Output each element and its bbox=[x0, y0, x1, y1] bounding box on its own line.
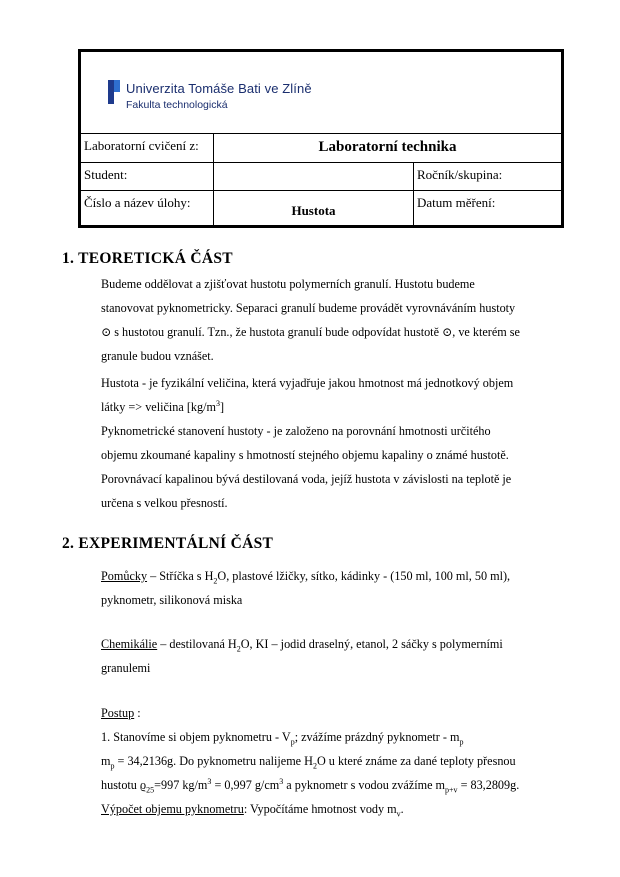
student-label: Student: bbox=[81, 163, 214, 190]
section1-paragraph1 bbox=[101, 272, 571, 368]
text-line: granule budou vznášet. bbox=[101, 349, 214, 363]
student-value[interactable] bbox=[214, 163, 414, 190]
text-fragment: látky => veličina [kg/m bbox=[101, 400, 216, 414]
text-fragment: – destilovaná H bbox=[157, 637, 237, 651]
section1-paragraph2 bbox=[101, 371, 571, 515]
section1-heading: 1. TEORETICKÁ ČÁST bbox=[62, 250, 233, 267]
text-fragment: = 34,2136g. Do pyknometru nalijeme H bbox=[114, 754, 313, 768]
text-fragment: O, plastové lžičky, sítko, kádinky - (150 ml, 100 ml, 50 ml), bbox=[217, 569, 511, 583]
text-line: Hustota - je fyzikální veličina, která vyjadřuje jakou hmotnost má jednotkový objem bbox=[101, 376, 514, 390]
date-label: Datum měření: bbox=[417, 195, 496, 210]
subscript: p bbox=[459, 737, 464, 747]
chemikalie-paragraph bbox=[101, 632, 571, 680]
text-fragment: . bbox=[400, 802, 404, 816]
header-row-student bbox=[81, 163, 561, 191]
text-line: stanovovat pyknometricky. Separaci granulí budeme provádět vyrovnáváním hustoty bbox=[101, 301, 516, 315]
chemikalie-label: Chemikálie bbox=[101, 637, 158, 651]
text-fragment: hustotu ϱ bbox=[101, 778, 147, 792]
logo-university-name: Univerzita Tomáše Bati ve Zlíně bbox=[126, 81, 312, 96]
text-line bbox=[101, 773, 571, 797]
subscript: v bbox=[396, 809, 401, 819]
text-line: pyknometr, silikonová miska bbox=[101, 593, 243, 607]
text-fragment: a pyknometr s vodou zvážíme m bbox=[283, 778, 446, 792]
university-logo-icon bbox=[108, 80, 120, 104]
task-label: Číslo a název úlohy: bbox=[81, 191, 214, 225]
header-table bbox=[78, 49, 564, 228]
logo-area bbox=[81, 52, 561, 134]
text-fragment: m bbox=[101, 754, 111, 768]
text-line: Budeme oddělovat a zjišťovat hustotu polymerních granulí. Hustotu budeme bbox=[101, 277, 475, 291]
rocnik-label: Ročník/skupina: bbox=[417, 167, 503, 182]
text-fragment: : bbox=[134, 706, 141, 720]
text-fragment: ] bbox=[219, 400, 225, 414]
subscript: p bbox=[290, 737, 295, 747]
subscript: p+v bbox=[445, 785, 458, 795]
text-line bbox=[101, 725, 571, 749]
text-line: Porovnávací kapalinou bývá destilovaná voda, jejíž hustota v závislosti na teplotě je bbox=[101, 472, 512, 486]
text-fragment: O u které známe za dané teploty přesnou bbox=[316, 754, 516, 768]
text-line bbox=[101, 564, 571, 588]
text-line: granulemi bbox=[101, 661, 151, 675]
text-fragment: – Stříčka s H bbox=[147, 569, 214, 583]
subscript: 2 bbox=[213, 576, 218, 586]
text-line: ⊙ s hustotou granulí. Tzn., že hustota granulí bude odpovídat hustotě ⊙, ve kterém se bbox=[101, 325, 520, 339]
text-fragment: =997 kg/m bbox=[154, 778, 208, 792]
superscript: 3 bbox=[215, 398, 220, 408]
logo-faculty-name: Fakulta technologická bbox=[126, 99, 228, 111]
subscript: 2 bbox=[236, 644, 241, 654]
text-line: objemu zkoumané kapaliny s hmotností stejného objemu kapaliny o známé hustotě. bbox=[101, 448, 509, 462]
text-fragment: : Vypočítáme hmotnost vody m bbox=[243, 802, 397, 816]
text-line bbox=[101, 701, 571, 725]
text-fragment: = 83,2809g. bbox=[457, 778, 520, 792]
text-fragment: = 0,997 g/cm bbox=[211, 778, 280, 792]
pomucky-paragraph bbox=[101, 564, 571, 612]
subscript: 2 bbox=[312, 761, 317, 771]
subscript: p bbox=[110, 761, 115, 771]
lab-label: Laboratorní cvičení z: bbox=[81, 134, 214, 162]
subscript: 25 bbox=[146, 785, 155, 795]
vypocet-label: Výpočet objemu pyknometru bbox=[101, 802, 244, 816]
text-line bbox=[101, 797, 571, 821]
text-fragment: O, KI – jodid draselný, etanol, 2 sáčky s polymerními bbox=[240, 637, 503, 651]
text-line bbox=[101, 632, 571, 656]
text-line: Pyknometrické stanovení hustoty - je založeno na porovnání hmotnosti určitého bbox=[101, 424, 491, 438]
header-row-task bbox=[81, 191, 561, 225]
postup-label: Postup bbox=[101, 706, 135, 720]
header-row-lab bbox=[81, 134, 561, 163]
text-line: určena s velkou přesností. bbox=[101, 496, 228, 510]
pomucky-label: Pomůcky bbox=[101, 569, 148, 583]
task-value: Hustota bbox=[214, 191, 414, 225]
postup-paragraph bbox=[101, 701, 571, 821]
text-fragment: ; zvážíme prázdný pyknometr - m bbox=[294, 730, 460, 744]
lab-value: Laboratorní technika bbox=[318, 139, 457, 155]
superscript: 3 bbox=[207, 776, 212, 786]
section2-heading: 2. EXPERIMENTÁLNÍ ČÁST bbox=[62, 535, 274, 552]
text-line bbox=[101, 749, 571, 773]
text-line bbox=[101, 395, 571, 419]
text-fragment: 1. Stanovíme si objem pyknometru - V bbox=[101, 730, 291, 744]
superscript: 3 bbox=[279, 776, 284, 786]
